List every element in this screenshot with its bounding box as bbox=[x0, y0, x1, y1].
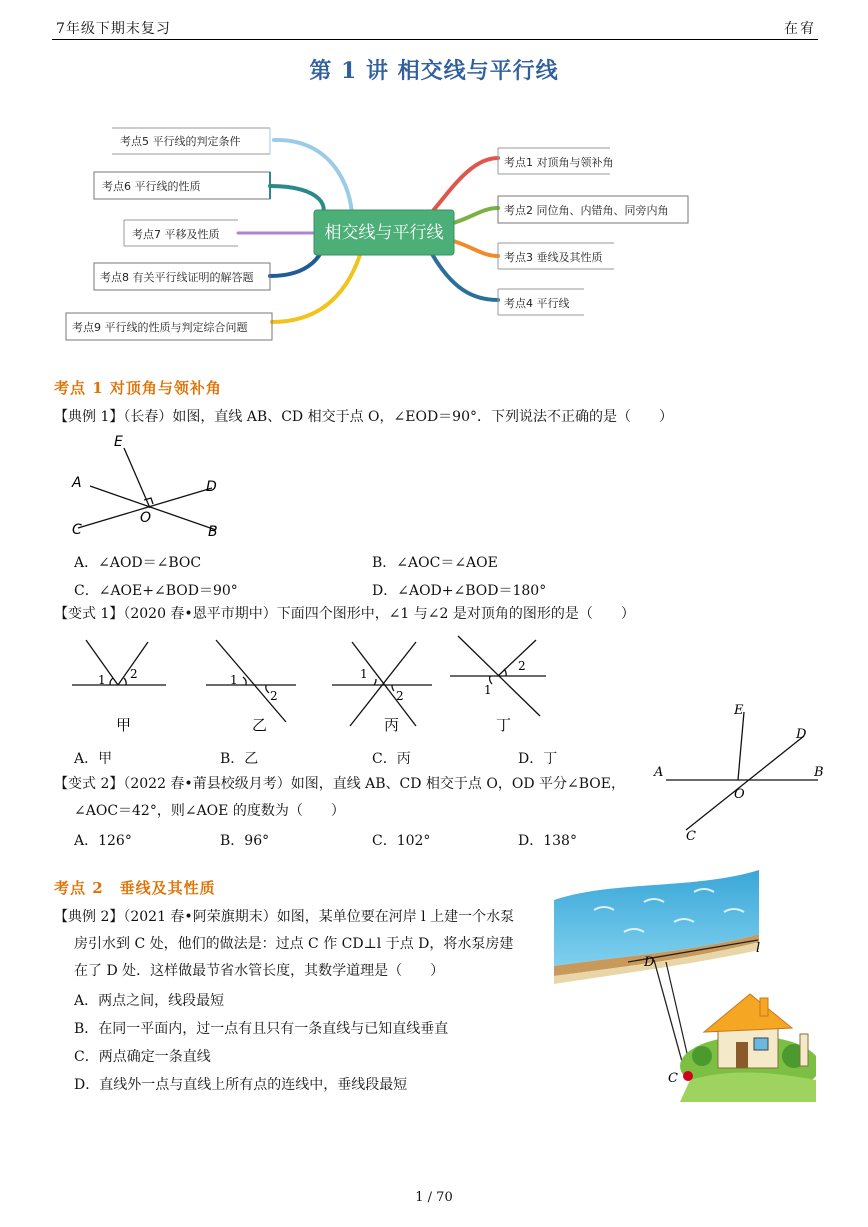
fig-bing-2: 2 bbox=[396, 689, 404, 703]
var2-label-C: C bbox=[686, 829, 696, 844]
fig-yi-1: 1 bbox=[230, 673, 238, 687]
line-l-label: l bbox=[756, 941, 761, 956]
point-C-marker bbox=[683, 1071, 693, 1081]
page-title: 第 1 讲 相交线与平行线 bbox=[309, 58, 559, 84]
point-D-label: D bbox=[644, 955, 655, 970]
example-2-option-a: A．两点之间，线段最短 bbox=[74, 993, 225, 1009]
example-2-stem-line1: 【典例 2】（2021 春•阿荣旗期末）如图，某单位要在河岸 l 上建一个水泵 bbox=[54, 909, 515, 925]
mindmap-left-5: 考点5 平行线的判定条件 bbox=[120, 135, 241, 148]
mindmap-right-3: 考点3 垂线及其性质 bbox=[504, 251, 603, 264]
example-1-option-d: D．∠AOD+∠BOD＝180° bbox=[372, 583, 547, 599]
fig-jia-2: 2 bbox=[130, 667, 138, 681]
river-house-illustration bbox=[554, 870, 816, 1102]
example-2-stem-line3: 在了 D 处．这样做最节省水管长度，其数学道理是（ ） bbox=[74, 963, 445, 979]
variant-2-option-a: A．126° bbox=[74, 833, 132, 849]
fig-ding-2: 2 bbox=[518, 659, 526, 673]
fig-label-yi: 乙 bbox=[252, 716, 268, 734]
figure-example-1 bbox=[66, 432, 236, 544]
mindmap-left-8: 考点8 有关平行线证明的解答题 bbox=[100, 271, 254, 284]
example-2-stem-line2: 房引水到 C 处，他们的做法是：过点 C 作 CD⊥l 于点 D，将水泵房建 bbox=[74, 936, 514, 952]
variant-1-option-b: B．乙 bbox=[220, 751, 259, 767]
header-divider bbox=[52, 39, 818, 40]
section-heading-1: 考点 1 对顶角与领补角 bbox=[54, 379, 222, 397]
fig-yi-2: 2 bbox=[270, 689, 278, 703]
mindmap-left-9: 考点9 平行线的性质与判定综合问题 bbox=[72, 321, 248, 334]
mindmap-right-2: 考点2 同位角、内错角、同旁内角 bbox=[504, 204, 669, 217]
mindmap bbox=[52, 108, 702, 346]
var2-label-E: E bbox=[734, 703, 744, 718]
variant-1-option-d: D．丁 bbox=[518, 751, 558, 767]
header-right: 在宥 bbox=[784, 21, 816, 37]
label-E: E bbox=[114, 434, 123, 450]
mindmap-right-4: 考点4 平行线 bbox=[504, 297, 570, 310]
label-D: D bbox=[206, 479, 217, 495]
mindmap-left-7: 考点7 平移及性质 bbox=[132, 228, 220, 241]
variant-2-option-b: B．96° bbox=[220, 833, 270, 849]
figure-variant-2 bbox=[652, 700, 832, 848]
variant-1-option-a: A．甲 bbox=[74, 751, 113, 767]
mindmap-left-6: 考点6 平行线的性质 bbox=[102, 180, 201, 193]
variant-1-stem: 【变式 1】（2020 春•恩平市期中）下面四个图形中，∠1 与∠2 是对顶角的图形的是（ ） bbox=[54, 606, 635, 622]
label-A: A bbox=[72, 475, 82, 491]
variant-2-option-d: D．138° bbox=[518, 833, 577, 849]
example-2-option-c: C．两点确定一条直线 bbox=[74, 1049, 211, 1065]
example-1-option-c: C．∠AOE+∠BOD＝90° bbox=[74, 583, 238, 599]
point-C-label: C bbox=[668, 1071, 678, 1086]
fig-bing-1: 1 bbox=[360, 667, 368, 681]
example-2-option-b: B．在同一平面内，过一点有且只有一条直线与已知直线垂直 bbox=[74, 1021, 449, 1037]
fig-label-bing: 丙 bbox=[384, 716, 400, 734]
variant-1-option-c: C．丙 bbox=[372, 751, 411, 767]
variant-2-option-c: C．102° bbox=[372, 833, 431, 849]
example-1-option-a: A．∠AOD＝∠BOC bbox=[74, 555, 202, 571]
var2-label-A: A bbox=[654, 765, 664, 780]
example-1-stem: 【典例 1】（长春）如图，直线 AB、CD 相交于点 O，∠EOD＝90°．下列说法不正确的是（ ） bbox=[54, 409, 673, 425]
example-2-option-d: D．直线外一点与直线上所有点的连线中，垂线段最短 bbox=[74, 1077, 408, 1093]
header-left: 7年级下期末复习 bbox=[56, 21, 171, 37]
variant-1-figures bbox=[66, 632, 546, 742]
fig-label-jia: 甲 bbox=[116, 716, 132, 734]
mindmap-center-label: 相交线与平行线 bbox=[324, 223, 444, 243]
fig-ding-1: 1 bbox=[484, 683, 492, 697]
label-C: C bbox=[72, 522, 82, 538]
var2-label-D: D bbox=[796, 727, 807, 742]
page-number: 1 / 70 bbox=[415, 1190, 453, 1205]
label-B: B bbox=[208, 524, 218, 540]
variant-2-stem-line2: ∠AOC＝42°，则∠AOE 的度数为（ ） bbox=[74, 803, 345, 819]
variant-2-stem-line1: 【变式 2】（2022 春•莆县校级月考）如图，直线 AB、CD 相交于点 O，OD 平分∠BOE， bbox=[54, 776, 625, 792]
var2-label-B: B bbox=[814, 765, 824, 780]
fig-label-ding: 丁 bbox=[496, 716, 512, 734]
label-O: O bbox=[140, 510, 152, 526]
mindmap-right-1: 考点1 对顶角与领补角 bbox=[504, 156, 614, 169]
section-heading-2: 考点 2 垂线及其性质 bbox=[54, 879, 216, 897]
fig-jia-1: 1 bbox=[98, 673, 106, 687]
var2-label-O: O bbox=[734, 787, 745, 802]
example-1-option-b: B．∠AOC＝∠AOE bbox=[372, 555, 498, 571]
